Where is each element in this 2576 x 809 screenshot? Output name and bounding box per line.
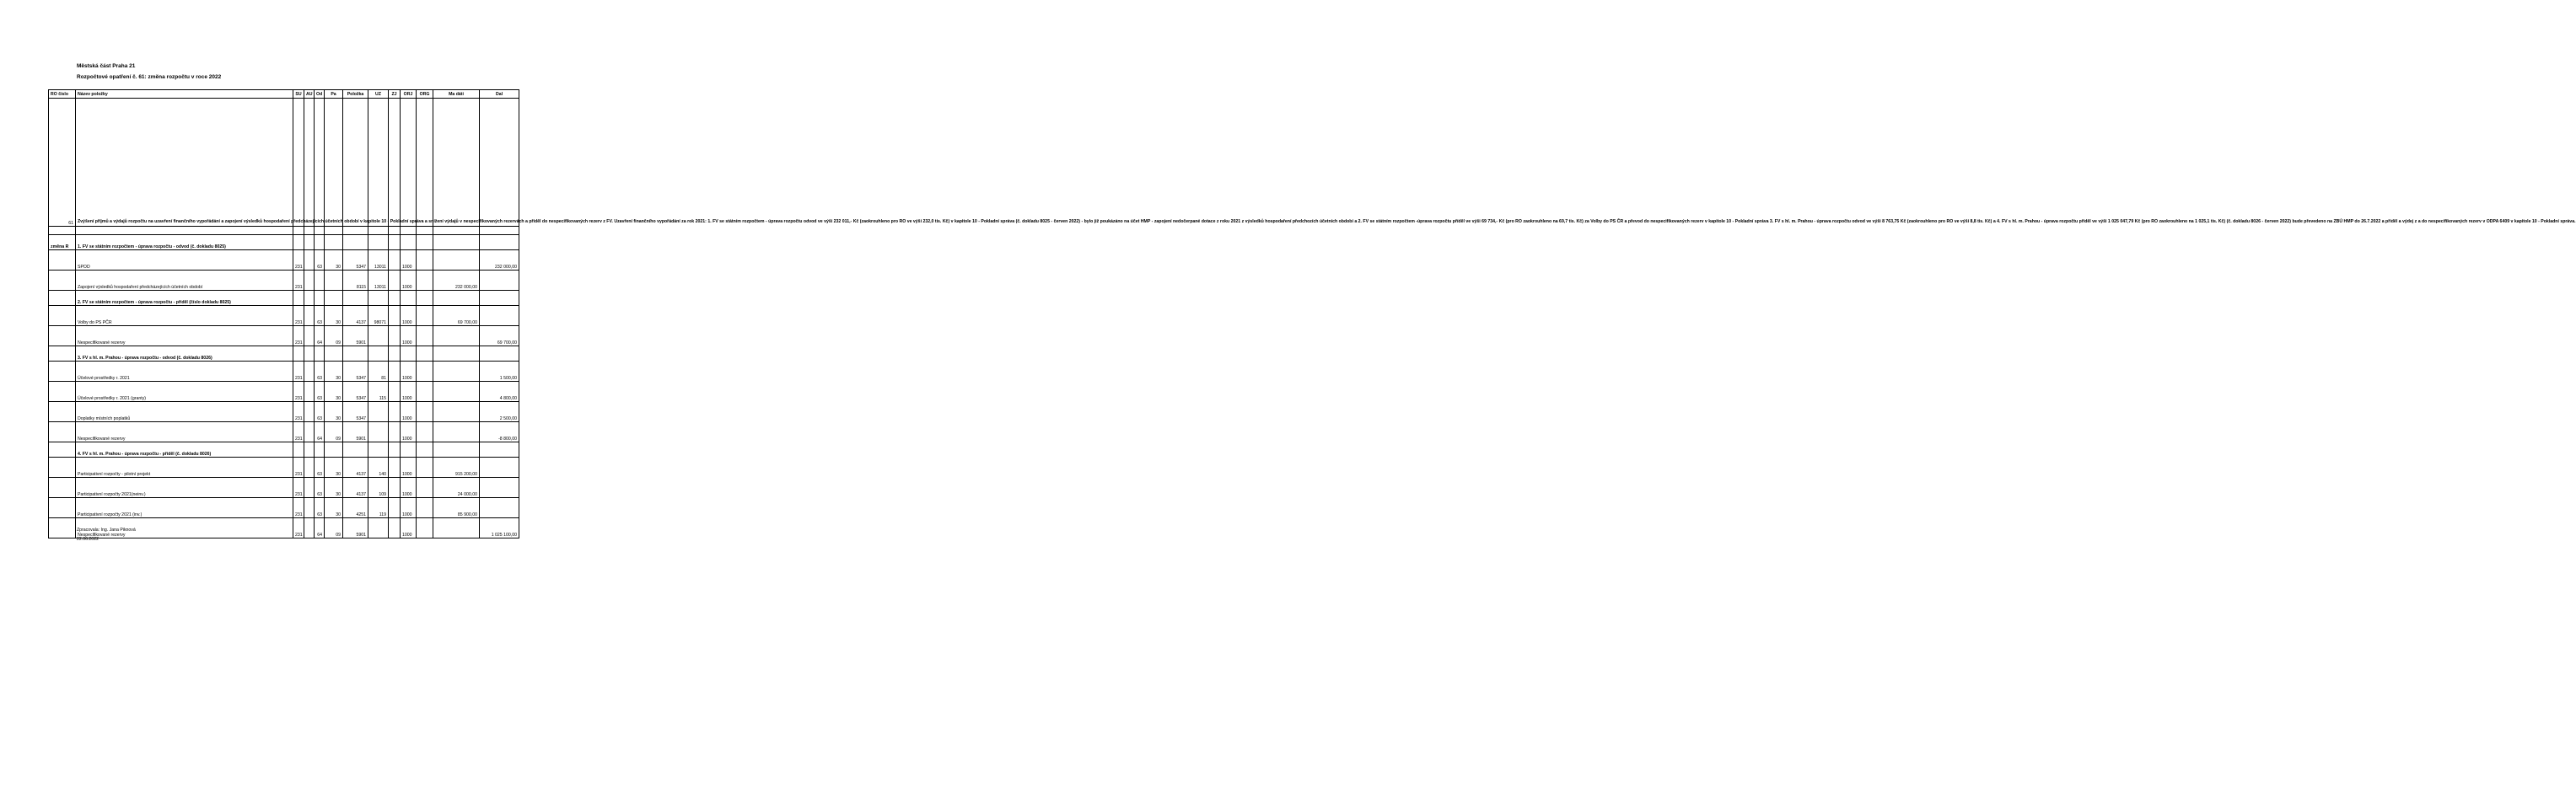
cell-ma-dati [433,422,480,442]
item-name: Volby do PS PČR [76,306,293,326]
cell-orj: 1000 [401,478,417,498]
cell-su: 231 [293,362,304,382]
cell-uz: 119 [368,498,389,518]
cell-uz [368,422,389,442]
cell-ma-dati: 24 000,00 [433,478,480,498]
cell-dal: 232 000,00 [480,250,519,271]
cell-au [304,271,315,291]
change-label [49,442,76,458]
table-row [49,250,519,271]
cell-ma-dati: 69 700,00 [433,306,480,326]
cell-polozka: 4137 [343,458,368,478]
budget-table [48,89,2576,538]
cell-orj: 1000 [401,498,417,518]
cell-uz: 98071 [368,306,389,326]
cell-od: 64 [315,422,325,442]
cell-zj [389,362,401,382]
item-name: Účelové prostředky r. 2021 [76,362,293,382]
item-name: Participativní rozpočty 2021 (inv.) [76,498,293,518]
cell-org [417,498,433,518]
section-header-row [49,346,519,362]
cell-zj [389,518,401,538]
cell-pa: 09 [325,518,343,538]
col-polozka: Položka [343,90,368,99]
document-title: Rozpočtové opatření č. 61: změna rozpočtu v roce 2022 [77,74,222,80]
table-row [49,478,519,498]
cell-su: 231 [293,498,304,518]
change-label [49,291,76,306]
cell-su: 231 [293,402,304,422]
cell-od [315,271,325,291]
col-uz: UZ [368,90,389,99]
table-row [49,498,519,518]
cell-orj: 1000 [401,518,417,538]
cell-dal [480,498,519,518]
section-title: 4. FV s hl. m. Prahou - úprava rozpočtu - příděl (č. dokladu 8026) [76,442,293,458]
section-header-row [49,442,519,458]
cell-dal [480,478,519,498]
cell-au [304,306,315,326]
cell-pa: 09 [325,326,343,346]
table-row [49,422,519,442]
table-row [49,402,519,422]
cell-org [417,518,433,538]
cell-polozka: 4137 [343,306,368,326]
cell-dal [480,271,519,291]
cell-polozka: 5347 [343,362,368,382]
section-title: 1. FV se státním rozpočtem - úprava rozpočtu - odvod (č. dokladu 8025) [76,235,293,250]
cell-uz: 109 [368,478,389,498]
cell-orj: 1000 [401,422,417,442]
cell-pa [325,271,343,291]
col-zj: ZJ [389,90,401,99]
cell-pa: 30 [325,478,343,498]
cell-au [304,326,315,346]
cell-polozka: 4251 [343,498,368,518]
cell-dal: 1 025 100,00 [480,518,519,538]
col-ma-dati: Ma dáti [433,90,480,99]
col-au: AU [304,90,315,99]
cell-org [417,382,433,402]
cell-zj [389,478,401,498]
table-row [49,458,519,478]
cell-od: 63 [315,402,325,422]
cell-zj [389,422,401,442]
cell-ma-dati [433,518,480,538]
cell-zj [389,250,401,271]
col-dal: Dal [480,90,519,99]
col-nazev-polozky: Název položky [76,90,293,99]
cell-orj: 1000 [401,271,417,291]
col-od: Od [315,90,325,99]
cell-au [304,250,315,271]
item-name: Participativní rozpočty 2021(neinv.) [76,478,293,498]
cell-su: 231 [293,458,304,478]
cell-orj: 1000 [401,250,417,271]
cell-zj [389,306,401,326]
col-ro-cislo: RO číslo [49,90,76,99]
cell-polozka: 5347 [343,382,368,402]
cell-orj: 1000 [401,458,417,478]
cell-orj: 1000 [401,326,417,346]
cell-au [304,458,315,478]
cell-zj [389,498,401,518]
cell-zj [389,271,401,291]
cell-pa: 30 [325,250,343,271]
item-name: Účelové prostředky r. 2021 (granty) [76,382,293,402]
cell-org [417,422,433,442]
cell-dal [480,458,519,478]
cell-orj: 1000 [401,306,417,326]
cell-su: 231 [293,478,304,498]
cell-pa: 30 [325,498,343,518]
cell-polozka: 4137 [343,478,368,498]
cell-dal: 2 500,00 [480,402,519,422]
cell-ma-dati [433,362,480,382]
cell-uz: 13011 [368,271,389,291]
cell-uz: 13011 [368,250,389,271]
item-name: Nespecifikované rezervy [76,518,293,538]
cell-uz [368,518,389,538]
cell-uz [368,402,389,422]
table-row [49,382,519,402]
cell-zj [389,326,401,346]
cell-polozka: 5347 [343,250,368,271]
cell-org [417,306,433,326]
cell-od: 63 [315,478,325,498]
cell-uz [368,326,389,346]
cell-org [417,478,433,498]
cell-au [304,498,315,518]
cell-org [417,458,433,478]
cell-ma-dati: 915 200,00 [433,458,480,478]
cell-pa: 30 [325,402,343,422]
cell-org [417,250,433,271]
cell-dal: 69 700,00 [480,326,519,346]
cell-au [304,422,315,442]
cell-pa: 30 [325,382,343,402]
cell-od: 63 [315,382,325,402]
cell-ma-dati: 85 900,00 [433,498,480,518]
cell-pa: 30 [325,362,343,382]
item-name: Doplatky místních poplatků [76,402,293,422]
section-title: 2. FV se státním rozpočtem - úprava rozpočtu - příděl (číslo dokladu 8025) [76,291,293,306]
cell-orj: 1000 [401,362,417,382]
section-header-row [49,235,519,250]
cell-orj: 1000 [401,382,417,402]
cell-pa: 30 [325,306,343,326]
cell-polozka: 5347 [343,402,368,422]
intro-row [49,99,519,227]
cell-polozka: 8115 [343,271,368,291]
table-row [49,271,519,291]
cell-uz: 115 [368,382,389,402]
cell-su: 231 [293,306,304,326]
cell-dal: 4 800,00 [480,382,519,402]
cell-su: 231 [293,271,304,291]
col-su: SU [293,90,304,99]
intro-description: Zvýšení příjmů a výdajů rozpočtu na uzavření finančního vypořádání a zapojení výsledků hospodaření předcházejících účetních období v kapitole 10 - Pokladní správa a snížení výdajů v nespecifikovaných rezervách a příděl do nespecifikovaných rezerv z FV. Uzavření finančního vypořádání za rok 2021: 1. FV se státním rozpočtem - úprava rozpočtu odvod ve výši 232 011,- Kč (zaokrouhleno pro RO ve výši 232,0 tis. Kč) v kapitole 10 - Pokladní správa (č. dokladu 8025 - červen 2022) - bylo již poukázáno na účet HMP - zapojení nedočerpané dotace z roku 2021 z výsledků hospodaření předchozích účetních období a 2. FV se státním rozpočtem -úprava rozpočtu příděl ve výši 69 734,- Kč (pro RO zaokrouhleno na 69,7 tis. Kč) za Volby do PS ČR a převod do nespecifikovaných rezerv v kapitole 10 - Pokladní správa 3. FV s hl. m. Prahou - úprava rozpočtu odvod ve výši 8 763,75 Kč (zaokrouhleno pro RO ve výši 8,8 tis. Kč) a 4. FV s hl. m. Prahou - úprava rozpočtu příděl ve výši 1 025 047,79 Kč (pro RO zaokrouhleno na 1 025,1 tis. Kč) (č. dokladu 8026 - červen 2022) bude převedeno na ZBÚ HMP do 26.7.2022 a příděl a výdej z a do nespecifikovaných rezerv v ODPA 6409 v kapitole 10 - Pokladní správa. [76,99,293,227]
cell-dal: -8 800,00 [480,422,519,442]
cell-uz: 140 [368,458,389,478]
cell-au [304,382,315,402]
change-label: změna R [49,235,76,250]
prepared-by: Zpracovala: Ing. Jana Piknová [77,528,136,533]
cell-org [417,362,433,382]
cell-polozka: 5901 [343,422,368,442]
cell-dal: 1 500,00 [480,362,519,382]
cell-pa: 09 [325,422,343,442]
table-row [49,306,519,326]
cell-od: 63 [315,250,325,271]
cell-ma-dati [433,402,480,422]
cell-uz: 81 [368,362,389,382]
cell-ma-dati: 232 000,00 [433,271,480,291]
table-row [49,326,519,346]
item-name: Nespecifikované rezervy [76,326,293,346]
item-name: Participativní rozpočty - pilotní projekt [76,458,293,478]
cell-zj [389,402,401,422]
cell-au [304,402,315,422]
cell-org [417,326,433,346]
cell-org [417,271,433,291]
cell-od: 63 [315,498,325,518]
item-name: Nespecifikované rezervy [76,422,293,442]
cell-dal [480,306,519,326]
cell-su: 231 [293,382,304,402]
col-org: ORG [417,90,433,99]
cell-polozka: 5901 [343,518,368,538]
cell-pa: 30 [325,458,343,478]
organization-title: Městská část Praha 21 [77,63,136,69]
cell-org [417,402,433,422]
ro-number: 61 [49,99,76,227]
col-orj: ORJ [401,90,417,99]
cell-od: 63 [315,458,325,478]
cell-zj [389,458,401,478]
cell-su: 231 [293,250,304,271]
item-name: Zapojení výsledků hospodaření předcházejících účetních období [76,271,293,291]
col-pa: Pa [325,90,343,99]
table-row [49,362,519,382]
cell-orj: 1000 [401,402,417,422]
cell-od: 63 [315,306,325,326]
cell-od: 64 [315,326,325,346]
cell-ma-dati [433,326,480,346]
cell-ma-dati [433,250,480,271]
cell-au [304,518,315,538]
cell-od: 64 [315,518,325,538]
section-header-row [49,291,519,306]
document-date: 22.06.2022 [77,537,99,542]
table-header-row [49,90,519,99]
cell-au [304,362,315,382]
cell-polozka: 5901 [343,326,368,346]
cell-su: 231 [293,518,304,538]
cell-ma-dati [433,382,480,402]
cell-au [304,478,315,498]
change-label [49,346,76,362]
item-name: SPOD [76,250,293,271]
section-title: 3. FV s hl. m. Prahou - úprava rozpočtu - odvod (č. dokladu 8026) [76,346,293,362]
cell-su: 231 [293,326,304,346]
spacer-row [49,227,519,235]
cell-zj [389,382,401,402]
cell-su: 231 [293,422,304,442]
cell-od: 63 [315,362,325,382]
